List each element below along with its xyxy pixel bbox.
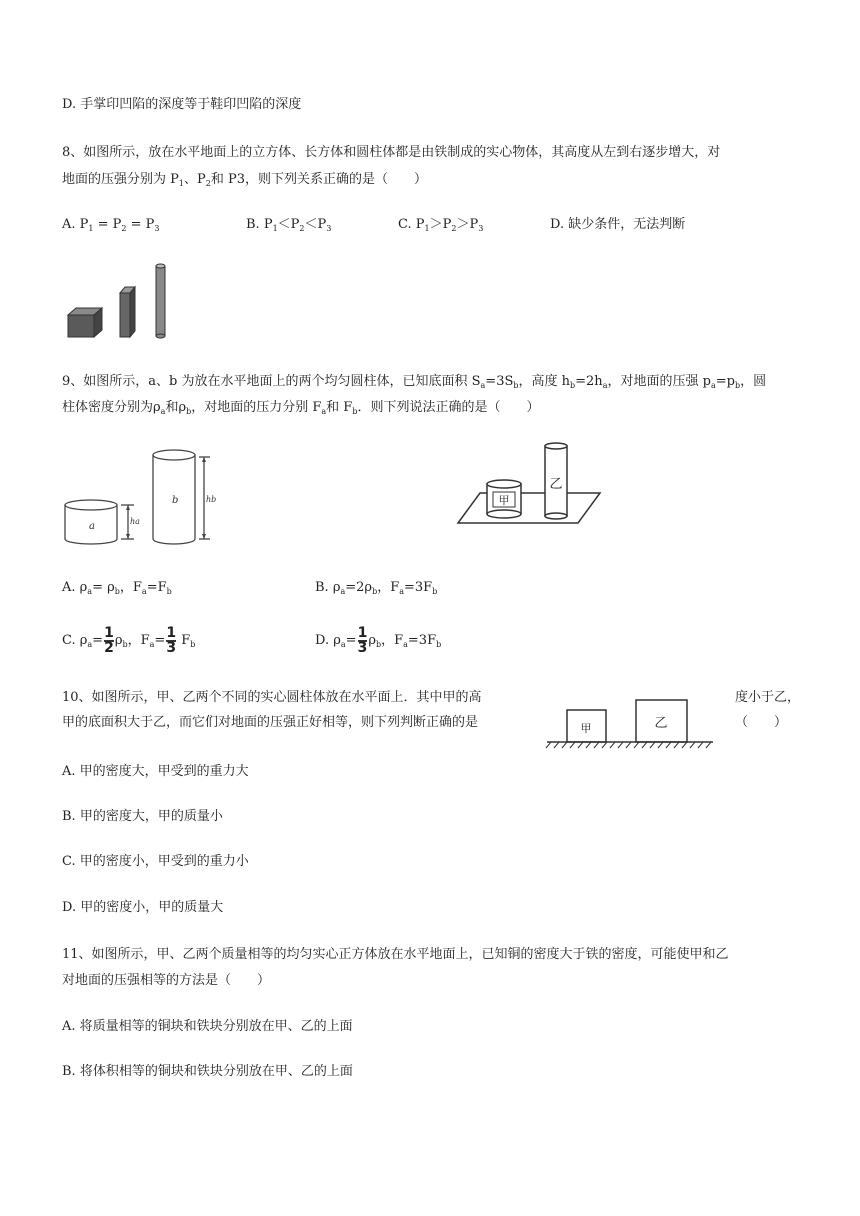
block-jia-label: 甲 bbox=[580, 722, 592, 735]
q11-stem-line2: 对地面的压强相等的方法是（ ） bbox=[62, 973, 271, 988]
jia-label: 甲 bbox=[498, 494, 510, 507]
q10-option-c: C. 甲的密度小，甲受到的重力小 bbox=[62, 854, 249, 869]
fraction-one-third: $\frac{1}{3}$ bbox=[357, 624, 368, 656]
q10-stem-line1-left: 10、如图所示，甲、乙两个不同的实心圆柱体放在水平面上．其中甲的高 bbox=[62, 690, 482, 705]
q9-figure-cylinders bbox=[62, 445, 222, 550]
q10-stem-line2-left: 甲的底面积大于乙，而它们对地面的压强正好相等，则下列判断正确的是 bbox=[62, 715, 479, 730]
q11-option-a: A. 将质量相等的铜块和铁块分别放在甲、乙的上面 bbox=[62, 1019, 353, 1034]
q9-option-a: A. $\rho_a= \rho_b$，$F_a=F_b$ bbox=[62, 580, 172, 596]
q8-option-d: D. 缺少条件，无法判断 bbox=[550, 217, 686, 232]
block-yi-label: 乙 bbox=[654, 716, 668, 731]
q7-option-d: D. 手掌印凹陷的深度等于鞋印凹陷的深度 bbox=[62, 97, 302, 112]
q9-option-c: C. $\rho_a=$ $\frac{1}{2}$ $\rho_b$，$F_a=$ $\frac{1}{3}$ $F_b$ bbox=[62, 624, 196, 656]
q9-stem-line1: 9、如图所示，a、b 为放在水平地面上的两个均匀圆柱体，已知底面积 $S_a=3S_b$，高度 $h_b=2h_a$，对地面的压强 $p_a=p_b$，圆 bbox=[62, 374, 767, 390]
q10-stem-line2-right: （ ） bbox=[735, 715, 788, 730]
fraction-one-third: $\frac{1}{3}$ bbox=[166, 624, 177, 656]
cuboid-shape bbox=[120, 287, 135, 337]
cylinder-a-label: a bbox=[89, 521, 95, 532]
yi-label: 乙 bbox=[549, 477, 563, 492]
q9-figure-jia-yi bbox=[455, 440, 605, 530]
cylinder-b-label: b bbox=[172, 495, 179, 506]
q8-option-a: A. $P_1 = P_2 = P_3$ bbox=[62, 217, 160, 233]
q11-stem-line1: 11、如图所示，甲、乙两个质量相等的均匀实心正方体放在水平地面上，已知铜的密度大于铁的密度，可能使甲和乙 bbox=[62, 947, 729, 962]
q9-option-b: B. $\rho_a=2\rho_b$，$F_a=3F_b$ bbox=[315, 580, 438, 596]
q8-figure-solids bbox=[60, 258, 190, 343]
q10-option-b: B. 甲的密度大，甲的质量小 bbox=[62, 809, 223, 824]
q10-option-a: A. 甲的密度大，甲受到的重力大 bbox=[62, 764, 249, 779]
cube-shape bbox=[68, 308, 102, 337]
q8-stem-line1: 8、如图所示，放在水平地面上的立方体、长方体和圆柱体都是由铁制成的实心物体，其高度从左到右逐步增大，对 bbox=[62, 145, 721, 160]
q10-option-d: D. 甲的密度小，甲的质量大 bbox=[62, 900, 224, 915]
q9-stem-line2: 柱体密度分别为$\rho_a$和$\rho_b$，对地面的压力分别 $F_a$和 $F_b$．则下列说法正确的是（ ） bbox=[62, 400, 540, 416]
q9-option-d: D. $\rho_a=$ $\frac{1}{3}$ $\rho_b$，$F_a=3F_b$ bbox=[315, 624, 442, 656]
q8-option-c: C. $P_1>P_2>P_3$ bbox=[398, 217, 484, 233]
q10-figure-blocks bbox=[545, 698, 715, 748]
height-b-label: hb bbox=[206, 495, 217, 504]
q8-stem-line2: 地面的压强分别为 $P_1$、$P_2$和 P3，则下列关系正确的是（ ） bbox=[62, 172, 427, 188]
q10-stem-line1-right: 度小于乙， bbox=[735, 690, 801, 705]
q8-option-b: B. $P_1<P_2<P_3$ bbox=[246, 217, 332, 233]
cylinder-shape bbox=[156, 264, 165, 338]
fraction-one-half: $\frac{1}{2}$ bbox=[104, 624, 114, 656]
height-a-label: ha bbox=[130, 517, 140, 526]
q11-option-b: B. 将体积相等的铜块和铁块分别放在甲、乙的上面 bbox=[62, 1064, 353, 1079]
